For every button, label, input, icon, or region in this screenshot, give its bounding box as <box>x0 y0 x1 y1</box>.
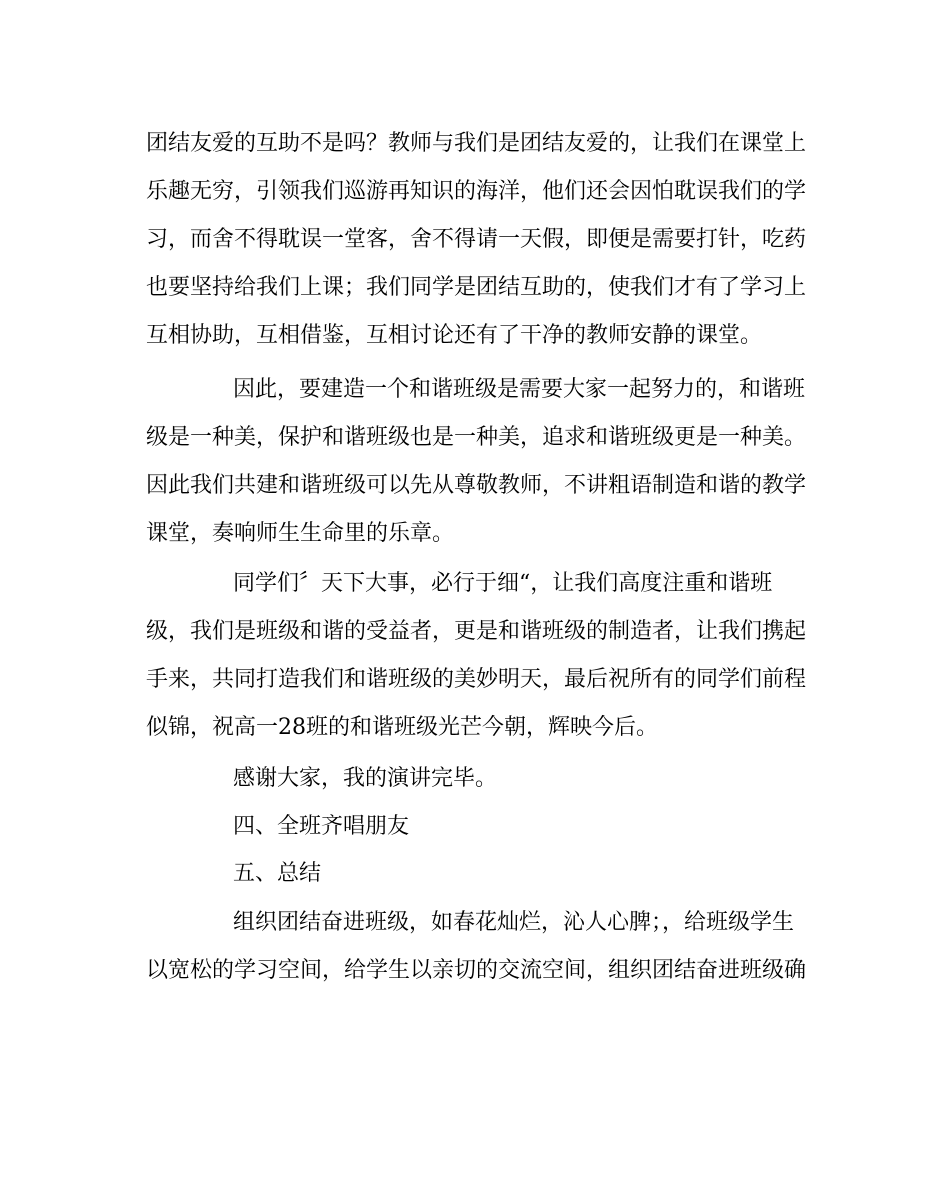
text-line: 团结友爱的互助不是吗？教师与我们是团结友爱的，让我们在课堂上 <box>146 131 807 156</box>
closing-line: 感谢大家，我的演讲完毕。 <box>233 766 498 791</box>
text-line: 级是一种美，保护和谐班级也是一种美，追求和谐班级更是一种美。 <box>146 425 807 450</box>
paragraph-start-line: 组织团结奋进班级，如春花灿烂，沁人心脾；，给班级学生 <box>233 910 795 935</box>
paragraph-start-line: 因此，要建造一个和谐班级是需要大家一起努力的，和谐班 <box>233 377 806 402</box>
text-line: 也要坚持给我们上课；我们同学是团结互助的，使我们才有了学习上 <box>146 275 807 300</box>
text-line: 互相协助，互相借鉴，互相讨论还有了干净的教师安静的课堂。 <box>146 323 763 348</box>
text-line: 似锦，祝高一28班的和谐班级光芒今朝，辉映今后。 <box>146 715 658 740</box>
text-line: 课堂，奏响师生生命里的乐章。 <box>146 521 455 546</box>
text-line: 以宽松的学习空间，给学生以亲切的交流空间，组织团结奋进班级确 <box>146 958 807 983</box>
text-line: 因此我们共建和谐班级可以先从尊敬教师，不讲粗语制造和谐的教学 <box>146 473 807 498</box>
section-heading: 五、总结 <box>233 861 322 886</box>
text-line: 乐趣无穷，引领我们巡游再知识的海洋，他们还会因怕耽误我们的学 <box>146 179 807 204</box>
paragraph-start-line: 同学们〞天下大事，必行于细“，让我们高度注重和谐班 <box>233 571 773 596</box>
text-line: 习，而舍不得耽误一堂客，舍不得请一天假，即便是需要打针，吃药 <box>146 227 807 252</box>
text-line: 级，我们是班级和谐的受益者，更是和谐班级的制造者，让我们携起 <box>146 619 807 644</box>
text-line: 手来，共同打造我们和谐班级的美妙明天，最后祝所有的同学们前程 <box>146 667 807 692</box>
section-heading: 四、全班齐唱朋友 <box>233 814 410 839</box>
